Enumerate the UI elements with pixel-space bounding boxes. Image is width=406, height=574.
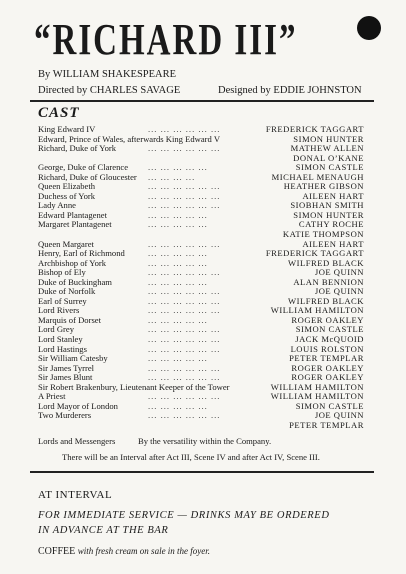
cast-actor: ALAN BENNION — [293, 276, 364, 287]
director-credit: Directed by CHARLES SAVAGE — [38, 85, 181, 96]
cast-role: Richard, Duke of Gloucester — [38, 171, 137, 182]
cast-dots: ... ... ... ... ... ... — [148, 238, 221, 249]
cast-actor: SIOBHAN SMITH — [290, 200, 364, 211]
coffee-line — [38, 546, 210, 557]
cast-role: Margaret Plantagenet — [38, 219, 112, 230]
cast-actor: DONAL O’KANE — [293, 152, 364, 163]
cast-actor: AILEEN HART — [302, 238, 364, 249]
cast-role: Sir James Blunt — [38, 372, 93, 383]
cast-dots: ... ... ... ... ... — [148, 276, 208, 287]
cast-role: Marquis of Dorset — [38, 314, 102, 325]
cast-role: Edward Plantagenet — [38, 209, 107, 220]
cast-actor: JOE QUINN — [314, 267, 364, 278]
cast-actor: WILLIAM HAMILTON — [270, 391, 364, 402]
cast-dots: ... ... ... ... ... ... — [148, 334, 221, 345]
black-dot-mark — [357, 16, 381, 40]
cast-role: Earl of Surrey — [38, 295, 87, 306]
coffee-word: COFFEE — [38, 546, 76, 557]
cast-dots: ... ... ... ... ... — [148, 219, 208, 230]
cast-dots: ... ... ... ... ... — [148, 162, 208, 173]
cast-role: Lord Hastings — [38, 343, 87, 354]
cast-actor: MICHAEL MENAUGH — [271, 171, 364, 182]
cast-role: Archbishop of York — [38, 257, 107, 268]
cast-role: Sir Robert Brakenbury, Lieutenant Keeper of the Tower — [38, 381, 230, 392]
cast-actor: HEATHER GIBSON — [283, 181, 364, 192]
cast-role: Duke of Norfolk — [38, 286, 96, 297]
cast-role: Sir William Catesby — [38, 353, 108, 364]
cast-role: Duke of Buckingham — [38, 276, 112, 287]
cast-role: Lady Anne — [38, 200, 76, 211]
cast-role: Bishop of Ely — [38, 267, 86, 278]
cast-dots: ... ... ... ... ... ... — [148, 391, 221, 402]
cast-actor: ROGER OAKLEY — [291, 314, 364, 325]
cast-actor: ROGER OAKLEY — [291, 362, 364, 373]
cast-actor: WILFRED BLACK — [288, 295, 364, 306]
cast-actor: FREDERICK TAGGART — [265, 124, 364, 134]
cast-dots: ... ... ... ... — [148, 171, 196, 182]
cast-dots: ... ... ... ... ... ... — [148, 410, 221, 421]
cast-role: Richard, Duke of York — [38, 143, 117, 154]
cast-actor: JOE QUINN — [314, 286, 364, 297]
cast-role: Lord Rivers — [38, 305, 80, 316]
cast-dots: ... ... ... ... ... ... — [148, 295, 221, 306]
interval-note: There will be an Interval after Act III, Scene IV and after Act IV, Scene III. — [62, 452, 320, 462]
cast-role: Queen Margaret — [38, 238, 94, 249]
designer-credit: Designed by EDDIE JOHNSTON — [218, 85, 362, 96]
cast-actor: PETER TEMPLAR — [289, 419, 364, 430]
cast-dots: ... ... ... ... ... ... — [148, 190, 221, 201]
advance-line: IN ADVANCE AT THE BAR — [38, 525, 169, 536]
byline: By WILLIAM SHAKESPEARE — [38, 69, 177, 80]
cast-actor: WILFRED BLACK — [288, 257, 364, 268]
cast-role: Lord Stanley — [38, 334, 83, 345]
cast-actor: JACK McQUOID — [295, 334, 364, 345]
cast-actor: WILLIAM HAMILTON — [270, 305, 364, 316]
cast-dots: ... ... ... ... ... — [148, 209, 208, 220]
cast-role: Lord Grey — [38, 324, 75, 335]
cast-role: Two Murderers — [38, 410, 92, 421]
cast-role: Sir James Tyrrel — [38, 362, 95, 373]
cast-role: King Edward IV — [38, 124, 96, 134]
top-divider — [30, 100, 374, 102]
cast-actor: KATIE THOMPSON — [282, 229, 364, 240]
cast-dots: ... ... ... ... ... ... — [148, 200, 221, 211]
cast-role: Queen Elizabeth — [38, 181, 96, 192]
cast-role: Henry, Earl of Richmond — [38, 248, 125, 259]
cast-dots: ... ... ... ... ... ... — [148, 305, 221, 316]
cast-dots: ... ... ... ... ... ... — [148, 286, 221, 297]
cast-dots: ... ... ... ... ... ... — [148, 324, 221, 335]
cast-dots: ... ... ... ... ... ... — [148, 181, 221, 192]
coffee-rest: with fresh cream on sale in the foyer. — [77, 546, 211, 556]
lords-note: By the versatility within the Company. — [138, 436, 272, 446]
cast-actor: PETER TEMPLAR — [289, 353, 364, 364]
cast-dots: ... ... ... ... ... ... — [148, 267, 221, 278]
cast-actor: SIMON CASTLE — [295, 324, 364, 335]
cast-role: Duchess of York — [38, 190, 96, 201]
cast-dots: ... ... ... ... ... ... — [148, 343, 221, 354]
cast-dots: ... ... ... ... ... — [148, 353, 208, 364]
cast-dots: ... ... ... ... ... ... — [148, 143, 221, 154]
cast-actor: SIMON CASTLE — [295, 400, 364, 411]
cast-dots: ... ... ... ... ... ... — [148, 124, 221, 134]
cast-actor: JOE QUINN — [314, 410, 364, 421]
bottom-divider — [30, 471, 374, 473]
cast-actor: SIMON CASTLE — [295, 162, 364, 173]
cast-actor: MATHEW ALLEN — [290, 143, 364, 154]
cast-dots: ... ... ... ... ... — [148, 400, 208, 411]
cast-actor: LOUIS ROLSTON — [290, 343, 364, 354]
cast-row — [38, 421, 364, 431]
cast-actor: AILEEN HART — [302, 190, 364, 201]
cast-role: Edward, Prince of Wales, afterwards King Edward V — [38, 133, 221, 144]
cast-dots: ... ... ... ... ... ... — [148, 362, 221, 373]
cast-list — [38, 125, 364, 431]
lords-label: Lords and Messengers — [38, 436, 116, 446]
at-interval-heading: AT INTERVAL — [38, 489, 113, 501]
cast-role: A Priest — [38, 391, 66, 402]
cast-actor: ROGER OAKLEY — [291, 372, 364, 383]
cast-role: George, Duke of Clarence — [38, 162, 129, 173]
cast-actor: SIMON HUNTER — [293, 209, 364, 220]
cast-heading: CAST — [38, 105, 80, 121]
page-title: “RICHARD III” — [34, 16, 298, 65]
cast-dots: ... ... ... ... ... — [148, 257, 208, 268]
cast-role: Lord Mayor of London — [38, 400, 118, 411]
service-line: FOR IMMEDIATE SERVICE — DRINKS MAY BE ORDERED — [38, 510, 330, 521]
cast-dots: ... ... ... ... ... — [148, 314, 208, 325]
cast-dots: ... ... ... ... ... ... — [148, 372, 221, 383]
cast-actor: SIMON HUNTER — [293, 133, 364, 144]
cast-actor: WILLIAM HAMILTON — [270, 381, 364, 392]
cast-dots: ... ... ... ... ... — [148, 248, 208, 259]
cast-actor: FREDERICK TAGGART — [265, 248, 364, 259]
cast-actor: CATHY ROCHE — [298, 219, 364, 230]
